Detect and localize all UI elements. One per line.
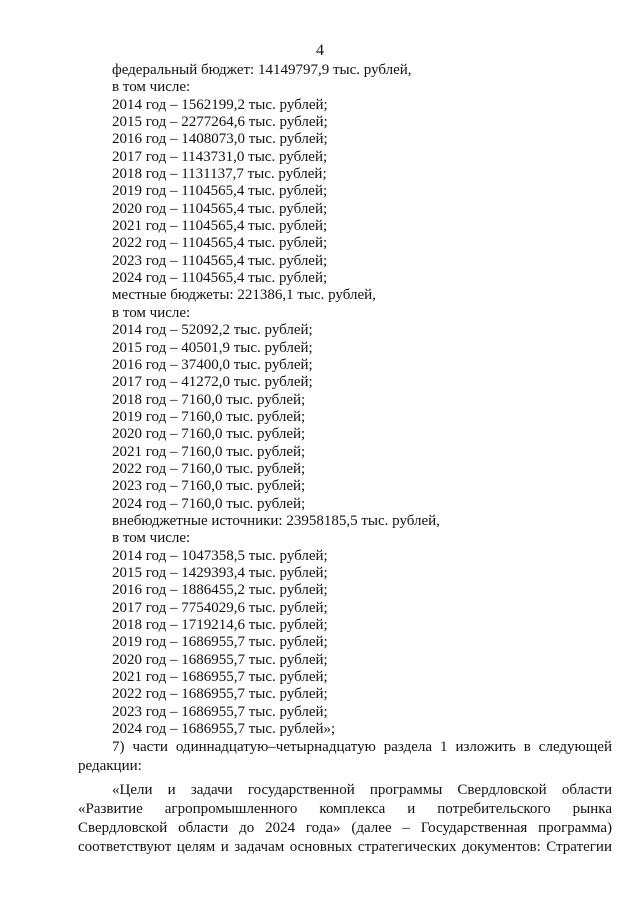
local-year-line: 2024 год – 7160,0 тыс. рублей; [112, 495, 306, 512]
quote-line: соответствуют целям и задачам основных стратегических документов: Стратегии [78, 839, 612, 855]
local-year-line: 2018 год – 7160,0 тыс. рублей; [112, 391, 306, 408]
paragraph-7-line: 7) части одиннадцатую–четырнадцатую раздела 1 изложить в следующей [112, 739, 612, 755]
federal-budget-subheading: в том числе: [112, 79, 191, 96]
federal-year-line: 2022 год – 1104565,4 тыс. рублей; [112, 235, 328, 252]
offbudget-year-line: 2024 год – 1686955,7 тыс. рублей»; [112, 721, 336, 738]
federal-year-line: 2019 год – 1104565,4 тыс. рублей; [112, 183, 328, 200]
federal-year-line: 2014 год – 1562199,2 тыс. рублей; [112, 96, 328, 113]
federal-year-line: 2017 год – 1143731,0 тыс. рублей; [112, 148, 328, 165]
federal-year-line: 2024 год – 1104565,4 тыс. рублей; [112, 270, 328, 287]
local-budget-subheading: в том числе: [112, 304, 191, 321]
federal-budget-heading: федеральный бюджет: 14149797,9 тыс. рублей, [112, 62, 412, 78]
offbudget-subheading: в том числе: [112, 530, 191, 547]
offbudget-year-line: 2023 год – 1686955,7 тыс. рублей; [112, 703, 328, 720]
offbudget-year-line: 2020 год – 1686955,7 тыс. рублей; [112, 651, 328, 668]
local-year-line: 2023 год – 7160,0 тыс. рублей; [112, 478, 306, 495]
page-number: 4 [316, 42, 324, 59]
quote-line: Свердловской области до 2024 года» (далее – Государственная программа) [78, 820, 612, 836]
federal-year-line: 2015 год – 2277264,6 тыс. рублей; [112, 114, 328, 131]
federal-year-line: 2021 год – 1104565,4 тыс. рублей; [112, 218, 328, 235]
local-year-line: 2021 год – 7160,0 тыс. рублей; [112, 443, 306, 460]
offbudget-heading: внебюджетные источники: 23958185,5 тыс. рублей, [112, 512, 440, 529]
offbudget-year-line: 2021 год – 1686955,7 тыс. рублей; [112, 669, 328, 686]
offbudget-year-line: 2016 год – 1886455,2 тыс. рублей; [112, 582, 328, 599]
quote-paragraph [78, 781, 612, 857]
federal-year-line: 2016 год – 1408073,0 тыс. рублей; [112, 131, 328, 148]
local-year-line: 2017 год – 41272,0 тыс. рублей; [112, 374, 313, 391]
funding-list [112, 62, 612, 738]
paragraph-7 [78, 738, 612, 776]
offbudget-year-line: 2015 год – 1429393,4 тыс. рублей; [112, 564, 328, 581]
local-year-line: 2020 год – 7160,0 тыс. рублей; [112, 426, 306, 443]
federal-year-line: 2023 год – 1104565,4 тыс. рублей; [112, 252, 328, 269]
local-year-line: 2019 год – 7160,0 тыс. рублей; [112, 408, 306, 425]
local-year-line: 2022 год – 7160,0 тыс. рублей; [112, 460, 306, 477]
federal-year-line: 2018 год – 1131137,7 тыс. рублей; [112, 166, 327, 183]
local-year-line: 2014 год – 52092,2 тыс. рублей; [112, 322, 313, 339]
local-year-line: 2016 год – 37400,0 тыс. рублей; [112, 356, 313, 373]
offbudget-year-line: 2019 год – 1686955,7 тыс. рублей; [112, 634, 328, 651]
quote-line: «Цели и задачи государственной программы Свердловской области [112, 782, 612, 798]
quote-line: «Развитие агропромышленного комплекса и потребительского рынка [78, 801, 612, 817]
offbudget-year-line: 2022 год – 1686955,7 тыс. рублей; [112, 686, 328, 703]
paragraph-7-line: редакции: [78, 758, 142, 774]
local-year-line: 2015 год – 40501,9 тыс. рублей; [112, 339, 313, 356]
local-budget-heading: местные бюджеты: 221386,1 тыс. рублей, [112, 287, 376, 304]
offbudget-year-line: 2014 год – 1047358,5 тыс. рублей; [112, 547, 328, 564]
federal-year-line: 2020 год – 1104565,4 тыс. рублей; [112, 200, 328, 217]
offbudget-year-line: 2018 год – 1719214,6 тыс. рублей; [112, 617, 328, 633]
offbudget-year-line: 2017 год – 7754029,6 тыс. рублей; [112, 599, 328, 616]
